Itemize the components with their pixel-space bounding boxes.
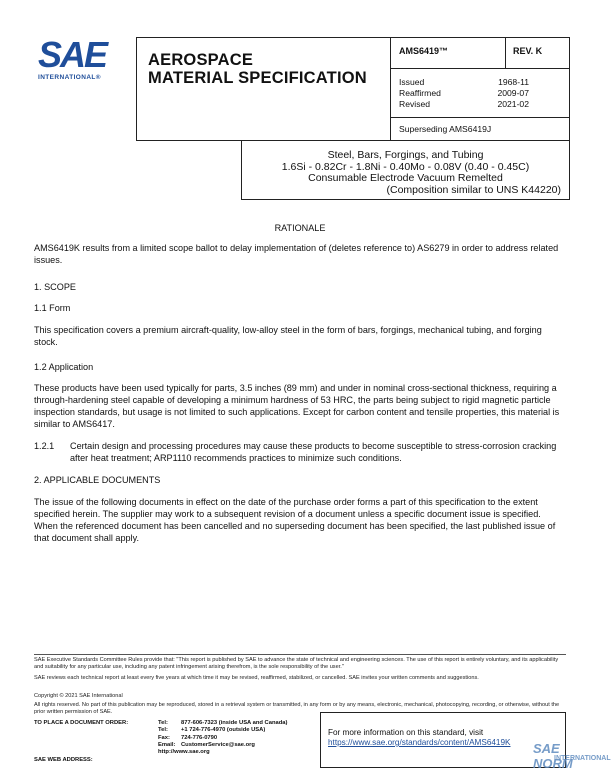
header-divider-vertical [390, 37, 391, 141]
logo-subtitle: INTERNATIONAL® [38, 74, 101, 81]
section-1-2-heading: 1.2 Application [34, 362, 94, 372]
title-line3: Consumable Electrode Vacuum Remelted [308, 172, 503, 184]
title-line4: (Composition similar to UNS K44220) [386, 183, 561, 196]
website-link[interactable]: http://www.sae.org [158, 749, 210, 756]
section-1-2-text: These products have been used typically for parts, 3.5 inches (89 mm) and under in nominal cross-sectional thickness, requiring a through-hardening steel capable of developing a minimum hardness of 53 HRC, the parts being subject to rigid magnetic particle inspection standards, but usage is not limited to such applications. Except for carbon content and tensile properties, this material is similar to AMS6417. [34, 383, 560, 429]
footer-rights-text: All rights reserved. No part of this publication may be reproduced, stored in a retrieval system or transmitted, in any form or by any means, electronic, mechanical, photocopying, recording, or otherwise, without the prior written permission of SAE. [34, 702, 560, 716]
fax-number: 724-776-0790 [181, 734, 218, 741]
more-info-line: For more information on this standard, visit [328, 728, 484, 737]
email-link[interactable]: CustomerService@sae.org [181, 741, 255, 748]
footer-rule [34, 654, 566, 655]
section-1-heading: 1. SCOPE [34, 282, 76, 292]
section-1-1-heading: 1.1 Form [34, 303, 71, 313]
web-address-label: SAE WEB ADDRESS: [34, 757, 93, 763]
date-row-issued: Issued 1968-11 [399, 77, 529, 87]
footer-review-text: SAE reviews each technical report at least every five years at which time it may be revised, reaffirmed, stabilized, or cancelled. SAE invites your written comments and suggestions. [34, 675, 479, 681]
footer-copyright: Copyright © 2021 SAE International [34, 693, 123, 699]
spec-type-line2: MATERIAL SPECIFICATION [148, 69, 367, 87]
watermark-text: SAE NORM [533, 741, 573, 771]
header-divider-horizontal [390, 68, 570, 69]
date-row-reaffirmed: Reaffirmed 2009-07 [399, 88, 529, 98]
superseding-note: Superseding AMS6419J [399, 124, 492, 134]
order-label: TO PLACE A DOCUMENT ORDER: [34, 720, 129, 726]
title-line1: Steel, Bars, Forgings, and Tubing [327, 149, 484, 161]
more-info-text [328, 728, 560, 748]
header-divider-superseding [390, 117, 570, 118]
revision-label: REV. K [513, 46, 543, 56]
logo-mark: SAE [38, 34, 107, 75]
standard-link[interactable]: https://www.sae.org/standards/content/AMS6419K [328, 738, 511, 747]
sae-logo [38, 34, 130, 81]
document-number: AMS6419™ [399, 46, 449, 56]
date-table [399, 77, 529, 110]
header-divider-rev [505, 37, 506, 69]
phone-usa[interactable]: 877-606-7323 (inside USA and Canada) [181, 720, 288, 726]
watermark-subtext: INTERNATIONAL [554, 755, 611, 762]
section-1-2-1-number: 1.2.1 [34, 441, 55, 451]
rationale-heading: RATIONALE [274, 223, 326, 233]
phone-intl[interactable]: +1 724-776-4970 (outside USA) [181, 727, 266, 734]
section-1-2-1-text: Certain design and processing procedures may cause these products to become susceptible to stress-corrosion cracking after heat treatment; ARP1110 recommends practices to minimize such conditions. [70, 441, 557, 463]
rationale-text: AMS6419K results from a limited scope ballot to delay implementation of (deletes reference to) AS6279 in order to address related issues. [34, 243, 559, 265]
order-contacts: Tel: 877-606-7323 (inside USA and Canada) Tel: +1 724-776-4970 (outside USA) Fax: 724-776-0790 Email: CustomerService@sae.org http://www.sae.org [158, 720, 288, 756]
section-2-text: The issue of the following documents in effect on the date of the purchase order forms a part of this specification to the extent specified herein. The supplier may work to a subsequent revision of a document unless a specific document issue is specified. When the referenced document has been cancelled and no superseding document has been specified, the last published issue of that document shall apply. [34, 497, 556, 543]
footer-rules-text: SAE Executive Standards Committee Rules provide that: "This report is published by SAE to advance the state of technical and engineering sciences. The use of this report is entirely voluntary, and its applicability and suitability for any particular use, including any patent infringement arising therefrom, is the sole responsibility of the user." [34, 657, 559, 671]
section-2-heading: 2. APPLICABLE DOCUMENTS [34, 475, 161, 485]
spec-type-line1: AEROSPACE [148, 51, 254, 69]
document-title [241, 150, 570, 196]
title-line2: 1.6Si - 0.82Cr - 1.8Ni - 0.40Mo - 0.08V (0.40 - 0.45C) [281, 160, 530, 173]
date-row-revised: Revised 2021-02 [399, 99, 529, 109]
spec-type-title [148, 51, 367, 87]
section-1-1-text: This specification covers a premium aircraft-quality, low-alloy steel in the form of bars, forgings, mechanical tubing, and forging stock. [34, 325, 542, 347]
